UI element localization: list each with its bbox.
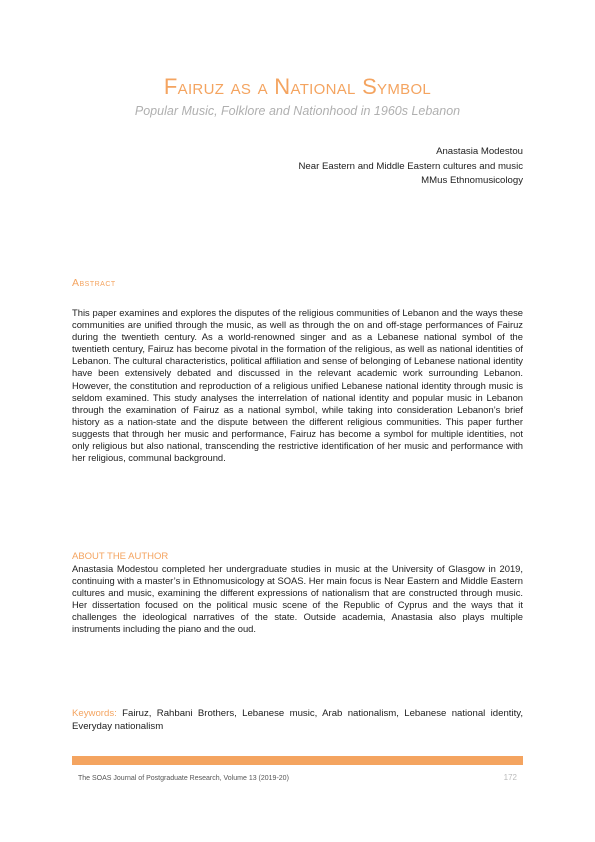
page-number: 172 bbox=[503, 773, 517, 782]
abstract-text: This paper examines and explores the disputes of the religious communities of Lebanon and the ways these communities are unified through the music, as well as through the on and off-stage performances of Fairuz during the twentieth century. As a world-renowned singer and as a Lebanese national symbol of the twentieth century, Fairuz has become pivotal in the formation of the religious, as well as national identities of Lebanon. The cultural characteristics, political affiliation and sense of belonging of Lebanese national identity have been extensively debated and discussed in the relevant academic work surrounding Lebanon. However, the constitution and reproduction of a religious unified Lebanese national identity through music is seldom examined. This study analyses the interrelation of national identity and popular music in Lebanon through the examination of Fairuz as a national symbol, while taking into consideration Lebanon’s brief history as a nation-state and the dispute between the different religious communities. This paper further suggests that through her music and performance, Fairuz has become a symbol for multiple identities, not only religious but also national, transcending the restrictive identification of her music and performance with her religious, communal background. bbox=[72, 307, 523, 464]
footer-bar bbox=[72, 756, 523, 765]
footer-journal: The SOAS Journal of Postgraduate Research, Volume 13 (2019-20) bbox=[78, 775, 289, 782]
author-block bbox=[299, 145, 524, 189]
abstract-heading: Abstract bbox=[72, 277, 116, 289]
author-name: Anastasia Modestou bbox=[436, 146, 523, 157]
keywords-label: Keywords: bbox=[72, 708, 117, 719]
author-degree: MMus Ethnomusicology bbox=[421, 175, 523, 186]
keywords-text: Fairuz, Rahbani Brothers, Lebanese music, Arab nationalism, Lebanese national identity, Everyday nationalism bbox=[72, 708, 523, 732]
paper-title: Fairuz as a National Symbol bbox=[163, 74, 432, 99]
author-field: Near Eastern and Middle Eastern cultures and music bbox=[298, 160, 523, 172]
about-author-heading: ABOUT THE AUTHOR bbox=[72, 551, 169, 562]
keywords bbox=[72, 707, 523, 733]
about-author-text: Anastasia Modestou completed her undergraduate studies in music at the University of Glasgow in 2019, continuing with a master’s in Ethnomusicology at SOAS. Her main focus is Near Eastern and Middle Eastern cultures and music, examining the different expressions of nationalism that are constructed through music. Her dissertation focused on the political music scene of the Republic of Cyprus and the ways that it challenges the ideological narratives of the state. Outside academia, Anastasia also plays multiple instruments including the piano and the oud. bbox=[72, 563, 523, 635]
paper-subtitle: Popular Music, Folklore and Nationhood in 1960s Lebanon bbox=[134, 104, 461, 118]
